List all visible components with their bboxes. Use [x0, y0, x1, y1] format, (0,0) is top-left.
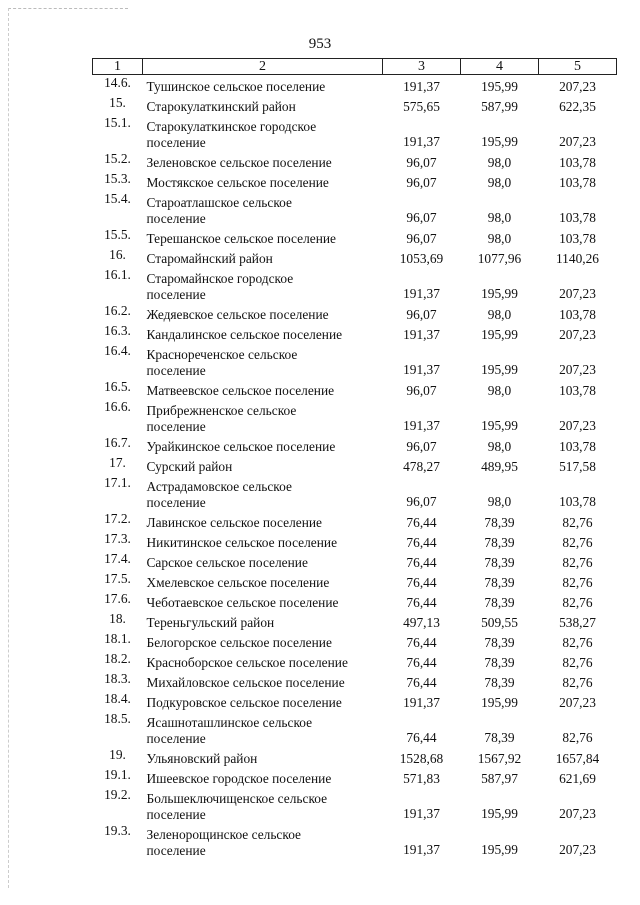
value-col-4: 195,99	[481, 418, 518, 433]
settlement-name-line: Старокулаткинский район	[146, 99, 296, 114]
table-row	[93, 343, 617, 379]
settlement-name	[143, 115, 383, 151]
value-col-5: 621,69	[559, 771, 596, 786]
table-row	[93, 95, 617, 115]
value-col-3: 1053,69	[399, 251, 444, 266]
settlement-name-line: Старомайнское городское	[146, 271, 294, 286]
value-col-4: 98,0	[487, 439, 512, 454]
row-number: 15.2.	[104, 151, 131, 166]
value-col-4: 98,0	[487, 383, 512, 398]
value-col-5: 1140,26	[555, 251, 600, 266]
table-row	[93, 611, 617, 631]
value-col-4: 587,99	[481, 99, 518, 114]
row-number: 15.1.	[104, 115, 131, 130]
row-number: 15.4.	[104, 191, 131, 206]
value-col-5: 82,76	[562, 575, 593, 590]
settlement-name	[143, 227, 383, 247]
value-col-3: 76,44	[406, 515, 437, 530]
value-col-4: 195,99	[481, 842, 518, 857]
row-number: 18.1.	[104, 631, 131, 646]
table-row	[93, 115, 617, 151]
value-col-5: 82,76	[562, 535, 593, 550]
settlement-name-line: Михайловское сельское поселение	[146, 675, 345, 690]
table-row	[93, 711, 617, 747]
header-col-4: 4	[461, 59, 539, 75]
value-col-5: 103,78	[559, 210, 596, 225]
settlement-name-line: Тереньгульский район	[146, 615, 275, 630]
value-col-4: 1567,92	[477, 751, 522, 766]
value-col-3: 191,37	[403, 695, 440, 710]
value-col-4: 78,39	[484, 515, 515, 530]
value-col-4: 98,0	[487, 210, 512, 225]
settlement-name-line: поселение	[146, 731, 206, 746]
value-col-5: 103,78	[559, 307, 596, 322]
settlement-name-line: Мостякское сельское поселение	[146, 175, 329, 190]
settlement-name-line: Ясашноташлинское сельское	[146, 715, 313, 730]
table-row	[93, 691, 617, 711]
value-col-5: 82,76	[562, 675, 593, 690]
value-col-4: 98,0	[487, 155, 512, 170]
row-number: 17.6.	[104, 591, 131, 606]
value-col-3: 191,37	[403, 327, 440, 342]
value-col-3: 1528,68	[399, 751, 444, 766]
settlement-name-line: Белогорское сельское поселение	[146, 635, 332, 650]
row-number: 15.	[109, 95, 126, 110]
settlement-name	[143, 787, 383, 823]
settlement-name	[143, 651, 383, 671]
settlement-name-line: Старокулаткинское городское	[146, 119, 317, 134]
header-col-3: 3	[383, 59, 461, 75]
settlement-name-line: Зеленорощинское сельское	[146, 827, 302, 842]
settlement-name-line: Сарское сельское поселение	[146, 555, 308, 570]
table-row	[93, 767, 617, 787]
value-col-4: 98,0	[487, 307, 512, 322]
value-col-3: 96,07	[406, 175, 437, 190]
value-col-4: 78,39	[484, 575, 515, 590]
settlement-name-line: Красноборское сельское поселение	[146, 655, 348, 670]
settlement-name-line: Подкуровское сельское поселение	[146, 695, 342, 710]
settlement-name-line: Тушинское сельское поселение	[146, 79, 326, 94]
row-number: 18.3.	[104, 671, 131, 686]
settlement-name-line: Краснореченское сельское	[146, 347, 298, 362]
settlement-name	[143, 247, 383, 267]
table-header-row	[93, 59, 617, 75]
settlement-name	[143, 551, 383, 571]
value-col-5: 207,23	[559, 286, 596, 301]
row-number: 16.5.	[104, 379, 131, 394]
table-row	[93, 247, 617, 267]
value-col-5: 207,23	[559, 79, 596, 94]
table-row	[93, 75, 617, 96]
row-number: 16.2.	[104, 303, 131, 318]
table-row	[93, 455, 617, 475]
settlement-name	[143, 267, 383, 303]
value-col-4: 78,39	[484, 730, 515, 745]
value-col-3: 96,07	[406, 383, 437, 398]
table-row	[93, 571, 617, 591]
row-number: 16.3.	[104, 323, 131, 338]
value-col-3: 191,37	[403, 806, 440, 821]
settlement-name	[143, 671, 383, 691]
row-number: 17.2.	[104, 511, 131, 526]
value-col-5: 207,23	[559, 327, 596, 342]
row-number: 17.5.	[104, 571, 131, 586]
value-col-5: 517,58	[559, 459, 596, 474]
value-col-5: 207,23	[559, 842, 596, 857]
value-col-5: 82,76	[562, 555, 593, 570]
table-row	[93, 747, 617, 767]
table-row	[93, 151, 617, 171]
value-col-3: 191,37	[403, 418, 440, 433]
settlement-name	[143, 343, 383, 379]
value-col-4: 78,39	[484, 555, 515, 570]
value-col-4: 78,39	[484, 675, 515, 690]
value-col-4: 98,0	[487, 494, 512, 509]
settlement-name-line: поселение	[146, 843, 206, 858]
table-row	[93, 475, 617, 511]
row-number: 17.1.	[104, 475, 131, 490]
row-number: 15.3.	[104, 171, 131, 186]
settlements-table	[92, 58, 617, 859]
row-number: 18.2.	[104, 651, 131, 666]
table-row	[93, 511, 617, 531]
value-col-4: 509,55	[481, 615, 518, 630]
value-col-5: 207,23	[559, 695, 596, 710]
table-row	[93, 379, 617, 399]
header-col-2: 2	[143, 59, 383, 75]
value-col-5: 82,76	[562, 515, 593, 530]
row-number: 18.4.	[104, 691, 131, 706]
value-col-3: 96,07	[406, 439, 437, 454]
settlement-name	[143, 435, 383, 455]
table-row	[93, 171, 617, 191]
settlement-name	[143, 75, 383, 96]
settlement-name-line: Ульяновский район	[146, 751, 258, 766]
settlement-name	[143, 511, 383, 531]
table-row	[93, 591, 617, 611]
settlement-name	[143, 379, 383, 399]
settlement-name	[143, 691, 383, 711]
value-col-5: 538,27	[559, 615, 596, 630]
value-col-3: 571,83	[403, 771, 440, 786]
value-col-4: 195,99	[481, 806, 518, 821]
value-col-5: 103,78	[559, 494, 596, 509]
settlement-name	[143, 455, 383, 475]
value-col-3: 96,07	[406, 155, 437, 170]
row-number: 16.7.	[104, 435, 131, 450]
value-col-5: 82,76	[562, 655, 593, 670]
settlement-name-line: поселение	[146, 363, 206, 378]
settlement-name	[143, 191, 383, 227]
settlement-name	[143, 611, 383, 631]
value-col-5: 82,76	[562, 635, 593, 650]
table-row	[93, 787, 617, 823]
table-row	[93, 435, 617, 455]
table-row	[93, 551, 617, 571]
value-col-5: 103,78	[559, 175, 596, 190]
row-number: 19.1.	[104, 767, 131, 782]
value-col-3: 76,44	[406, 730, 437, 745]
value-col-5: 207,23	[559, 134, 596, 149]
value-col-3: 76,44	[406, 655, 437, 670]
settlement-name-line: поселение	[146, 419, 206, 434]
value-col-4: 78,39	[484, 655, 515, 670]
settlement-name-line: Кандалинское сельское поселение	[146, 327, 343, 342]
settlement-name-line: Зеленовское сельское поселение	[146, 155, 332, 170]
value-col-4: 195,99	[481, 79, 518, 94]
row-number: 16.	[109, 247, 126, 262]
value-col-3: 575,65	[403, 99, 440, 114]
value-col-3: 191,37	[403, 362, 440, 377]
row-number: 15.5.	[104, 227, 131, 242]
settlement-name	[143, 591, 383, 611]
value-col-3: 76,44	[406, 635, 437, 650]
value-col-4: 195,99	[481, 362, 518, 377]
value-col-3: 76,44	[406, 555, 437, 570]
settlement-name-line: Никитинское сельское поселение	[146, 535, 338, 550]
table-row	[93, 191, 617, 227]
settlement-name-line: поселение	[146, 287, 206, 302]
settlement-name	[143, 747, 383, 767]
value-col-3: 191,37	[403, 79, 440, 94]
settlement-name	[143, 303, 383, 323]
settlement-name	[143, 475, 383, 511]
settlement-name-line: Сурский район	[146, 459, 233, 474]
table-row	[93, 671, 617, 691]
settlement-name	[143, 767, 383, 787]
settlement-name	[143, 151, 383, 171]
settlement-name-line: Прибрежненское сельское	[146, 403, 297, 418]
settlement-name	[143, 323, 383, 343]
value-col-3: 96,07	[406, 210, 437, 225]
settlement-name-line: поселение	[146, 135, 206, 150]
value-col-3: 76,44	[406, 575, 437, 590]
settlement-name-line: Староатлашское сельское	[146, 195, 292, 210]
settlement-name	[143, 571, 383, 591]
settlement-name	[143, 399, 383, 435]
value-col-3: 76,44	[406, 675, 437, 690]
row-number: 19.3.	[104, 823, 131, 838]
value-col-5: 103,78	[559, 231, 596, 246]
settlement-name-line: поселение	[146, 211, 206, 226]
settlement-name-line: Астрадамовское сельское	[146, 479, 292, 494]
value-col-4: 78,39	[484, 595, 515, 610]
table-row	[93, 323, 617, 343]
settlement-name	[143, 531, 383, 551]
row-number: 16.1.	[104, 267, 131, 282]
value-col-5: 82,76	[562, 595, 593, 610]
scan-border-top	[8, 8, 128, 9]
settlement-name-line: Терешанское сельское поселение	[146, 231, 336, 246]
table-row	[93, 267, 617, 303]
settlement-name-line: Матвеевское сельское поселение	[146, 383, 335, 398]
table-row	[93, 823, 617, 859]
value-col-5: 1657,84	[555, 751, 600, 766]
value-col-4: 98,0	[487, 231, 512, 246]
value-col-5: 103,78	[559, 439, 596, 454]
value-col-3: 191,37	[403, 134, 440, 149]
settlement-name-line: Лавинское сельское поселение	[146, 515, 323, 530]
settlement-name-line: Чеботаевское сельское поселение	[146, 595, 339, 610]
page-number: 953	[308, 36, 332, 52]
settlement-name	[143, 823, 383, 859]
header-col-5: 5	[539, 59, 617, 75]
row-number: 17.3.	[104, 531, 131, 546]
value-col-3: 478,27	[403, 459, 440, 474]
value-col-3: 96,07	[406, 307, 437, 322]
value-col-5: 103,78	[559, 155, 596, 170]
settlement-name	[143, 711, 383, 747]
settlement-name	[143, 95, 383, 115]
value-col-3: 76,44	[406, 535, 437, 550]
settlement-name-line: поселение	[146, 495, 206, 510]
row-number: 16.6.	[104, 399, 131, 414]
settlement-name-line: Ишеевское городское поселение	[146, 771, 332, 786]
table-row	[93, 651, 617, 671]
value-col-4: 78,39	[484, 635, 515, 650]
value-col-3: 191,37	[403, 286, 440, 301]
table-row	[93, 399, 617, 435]
settlement-name-line: поселение	[146, 807, 206, 822]
table-body	[93, 75, 617, 860]
row-number: 19.2.	[104, 787, 131, 802]
row-number: 16.4.	[104, 343, 131, 358]
header-col-1: 1	[93, 59, 143, 75]
value-col-4: 587,97	[481, 771, 518, 786]
settlement-name-line: Урайкинское сельское поселение	[146, 439, 336, 454]
table-row	[93, 631, 617, 651]
table-row	[93, 531, 617, 551]
value-col-3: 497,13	[403, 615, 440, 630]
value-col-4: 1077,96	[477, 251, 522, 266]
value-col-3: 96,07	[406, 231, 437, 246]
settlement-name-line: Большеключищенское сельское	[146, 791, 328, 806]
value-col-4: 195,99	[481, 695, 518, 710]
value-col-5: 207,23	[559, 418, 596, 433]
value-col-4: 195,99	[481, 286, 518, 301]
settlement-name-line: Хмелевское сельское поселение	[146, 575, 330, 590]
value-col-4: 195,99	[481, 327, 518, 342]
settlement-name	[143, 631, 383, 651]
row-number: 14.6.	[104, 75, 131, 90]
row-number: 17.4.	[104, 551, 131, 566]
value-col-4: 195,99	[481, 134, 518, 149]
value-col-5: 103,78	[559, 383, 596, 398]
settlement-name	[143, 171, 383, 191]
value-col-4: 98,0	[487, 175, 512, 190]
value-col-3: 76,44	[406, 595, 437, 610]
settlement-name-line: Жедяевское сельское поселение	[146, 307, 329, 322]
value-col-3: 191,37	[403, 842, 440, 857]
row-number: 17.	[109, 455, 126, 470]
row-number: 18.5.	[104, 711, 131, 726]
value-col-4: 78,39	[484, 535, 515, 550]
value-col-5: 207,23	[559, 806, 596, 821]
value-col-5: 622,35	[559, 99, 596, 114]
row-number: 19.	[109, 747, 126, 762]
value-col-5: 207,23	[559, 362, 596, 377]
value-col-4: 489,95	[481, 459, 518, 474]
value-col-3: 96,07	[406, 494, 437, 509]
table-row	[93, 303, 617, 323]
value-col-5: 82,76	[562, 730, 593, 745]
settlement-name-line: Старомайнский район	[146, 251, 273, 266]
scan-border-left	[8, 8, 9, 888]
table-row	[93, 227, 617, 247]
row-number: 18.	[109, 611, 126, 626]
